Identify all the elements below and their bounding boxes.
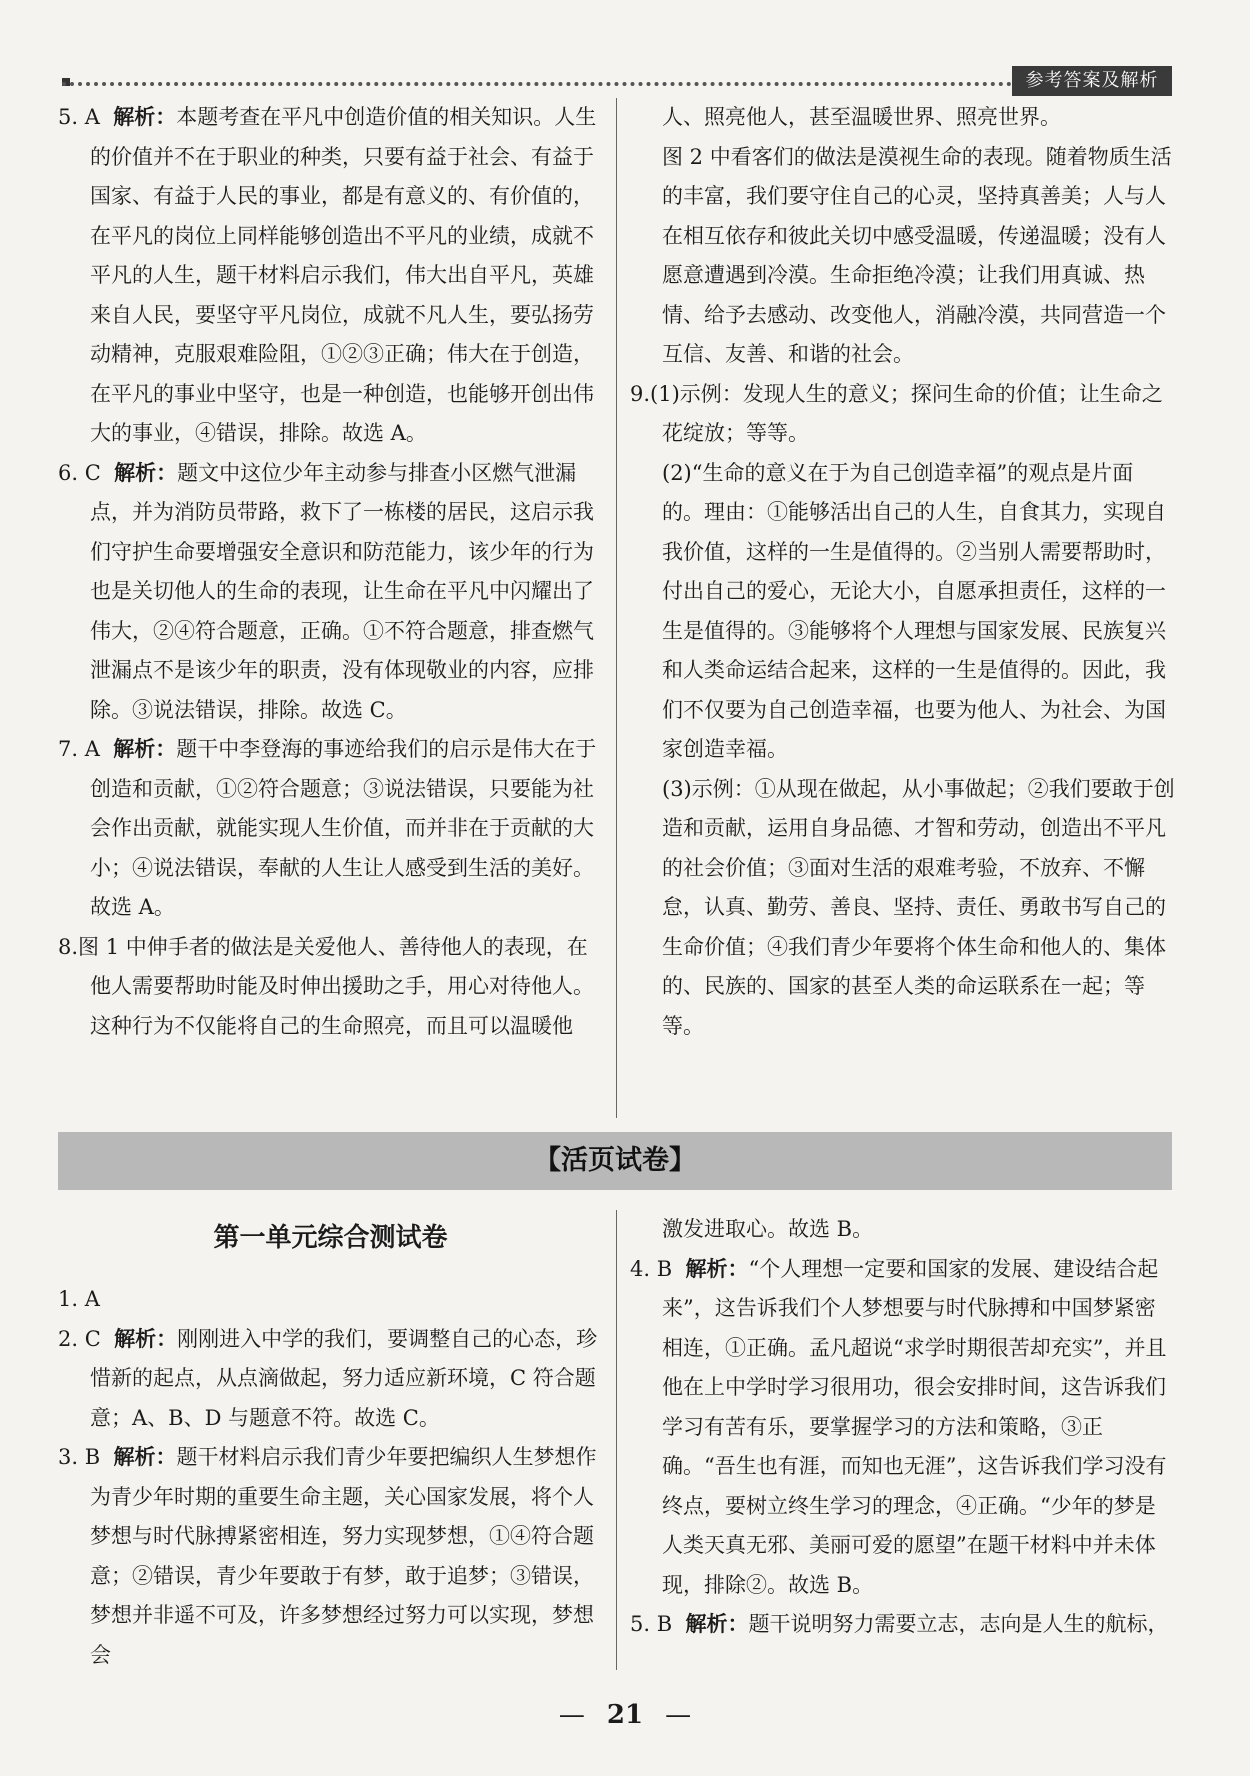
column-divider: [616, 1210, 617, 1670]
top-right-column: [630, 98, 1175, 1046]
page-number: 21: [606, 1700, 644, 1730]
page-dash-right: —: [665, 1700, 692, 1730]
bottom-left-column: [58, 1210, 603, 1675]
answer-number: 2. C: [58, 1326, 101, 1351]
answer-item: [630, 1250, 1175, 1606]
page-footer: [0, 1700, 1250, 1730]
answer-number: 9.: [630, 381, 651, 406]
answer-item: [630, 375, 1175, 454]
answer-item: [58, 928, 603, 1047]
answer-number: 7. A: [58, 737, 100, 761]
answer-number: 5. A: [58, 105, 100, 129]
section-title: 第一单元综合测试卷: [213, 1223, 448, 1253]
analysis-label: 解析：: [685, 1612, 749, 1636]
answer-item: [58, 1280, 603, 1320]
answer-text: (1)示例：发现人生的意义；探问生命的价值；让生命之花绽放；等等。: [650, 381, 1163, 445]
analysis-label: 解析：: [114, 1326, 178, 1351]
continued-text: 激发进取心。故选 B。: [662, 1217, 874, 1241]
answer-text: 题文中这位少年主动参与排查小区燃气泄漏点，并为消防员带路，救下了一栋楼的居民，这启示我们守护生命要增强安全意识和防范能力，该少年的行为也是关切他人的生命的表现，让生命在平凡中闪耀出了伟大，②④符合题意，正确。①不符合题意，排查燃气泄漏点不是该少年的职责，没有体现敬业的内容，应排除。③说法错误，排除。故选 C。: [90, 460, 594, 722]
answer-item: [58, 454, 603, 731]
page-dash-left: —: [558, 1700, 585, 1730]
answer-subpart: (2)“生命的意义在于为自己创造幸福”的观点是片面的。理由：①能够活出自己的人生，自食其力，实现自我价值，这样的一生是值得的。②当别人需要帮助时，付出自己的爱心，无论大小，自愿承担责任，这样的一生是值得的。③能够将个人理想与国家发展、民族复兴和人类命运结合起来，这样的一生是值得的。因此，我们不仅要为自己创造幸福，也要为他人、为社会、为国家创造幸福。: [662, 460, 1166, 761]
header-tag: 参考答案及解析: [1012, 66, 1172, 96]
answer-item: [58, 98, 603, 454]
analysis-label: 解析：: [113, 105, 177, 129]
top-left-column: [58, 98, 603, 1046]
answer-item: [58, 1438, 603, 1675]
section-band: [58, 1132, 1172, 1190]
header-rule: [62, 82, 1012, 86]
answer-number: 8.: [58, 934, 79, 959]
section-band-title: 【活页试卷】: [534, 1145, 696, 1176]
answer-number: 5. B: [630, 1612, 673, 1636]
continued-text: 人、照亮他人，甚至温暖世界、照亮世界。: [662, 105, 1061, 129]
answer-text: 题干材料启示我们青少年要把编织人生梦想作为青少年时期的重要生命主题，关心国家发展，将个人梦想与时代脉搏紧密相连，努力实现梦想，①④符合题意；②错误，青少年要敢于有梦，敢于追梦；③错误，梦想并非遥不可及，许多梦想经过努力可以实现，梦想会: [90, 1445, 597, 1667]
analysis-label: 解析：: [113, 737, 177, 761]
answer-text: 本题考查在平凡中创造价值的相关知识。人生的价值并不在于职业的种类，只要有益于社会、有益于国家、有益于人民的事业，都是有意义的、有价值的，在平凡的岗位上同样能够创造出不平凡的业绩，成就不平凡的人生，题干材料启示我们，伟大出自平凡，英雄来自人民，要坚守平凡岗位，成就不凡人生，要弘扬劳动精神，克服艰难险阻，①②③正确；伟大在于创造，在平凡的事业中坚守，也是一种创造，也能够开创出伟大的事业，④错误，排除。故选 A。: [90, 105, 597, 445]
answer-number: 6. C: [58, 460, 101, 485]
bottom-right-column: [630, 1210, 1175, 1645]
answer-item: [630, 1605, 1175, 1645]
analysis-label: 解析：: [113, 1445, 177, 1469]
answer-item: [58, 730, 603, 928]
answer-text: 题干说明努力需要立志，志向是人生的航标，: [748, 1612, 1169, 1636]
continued-text: 图 2 中看客们的做法是漠视生命的表现。随着物质生活的丰富，我们要守住自己的心灵，坚持真善美；人与人在相互依存和彼此关切中感受温暖，传递温暖；没有人愿意遭遇到冷漠。生命拒绝冷漠；让我们用真诚、热情、给予去感动、改变他人，消融冷漠，共同营造一个互信、友善、和谐的社会。: [662, 144, 1172, 366]
answer-text: 刚刚进入中学的我们，要调整自己的心态，珍惜新的起点，从点滴做起，努力适应新环境，C 符合题意；A、B、D 与题意不符。故选 C。: [90, 1326, 598, 1430]
answer-number: 4. B: [630, 1256, 673, 1281]
answer-text: “个人理想一定要和国家的发展、建设结合起来”，这告诉我们个人梦想要与时代脉搏和中国梦紧密相连，①正确。孟凡超说“求学时期很苦却充实”，并且他在上中学时学习很用功，很会安排时间，这告诉我们学习有苦有乐，要掌握学习的方法和策略，③正确。“吾生也有涯，而知也无涯”，这告诉我们学习没有终点，要树立终生学习的理念，④正确。“少年的梦是人类天真无邪、美丽可爱的愿望”在题干材料中并未体现，排除②。故选 B。: [662, 1256, 1167, 1597]
analysis-label: 解析：: [685, 1256, 749, 1281]
column-divider: [616, 98, 617, 1118]
answer-subpart: (3)示例：①从现在做起，从小事做起；②我们要敢于创造和贡献，运用自身品德、才智和劳动，创造出不平凡的社会价值；③面对生活的艰难考验，不放弃、不懈怠，认真、勤劳、善良、坚持、责任、勇敢书写自己的生命价值；④我们青少年要将个体生命和他人的、集体的、民族的、国家的甚至人类的命运联系在一起；等等。: [662, 776, 1175, 1038]
analysis-label: 解析：: [114, 460, 178, 485]
answer-item: [58, 1320, 603, 1439]
answer-number: 3. B: [58, 1445, 101, 1469]
answer-text: 题干中李登海的事迹给我们的启示是伟大在于创造和贡献，①②符合题意；③说法错误，只要能为社会作出贡献，就能实现人生价值，而并非在于贡献的大小；④说法错误，奉献的人生让人感受到生活的美好。故选 A。: [90, 737, 597, 919]
answer-number: 1. A: [58, 1287, 100, 1311]
answer-text: 图 1 中伸手者的做法是关爱他人、善待他人的表现，在他人需要帮助时能及时伸出援助之手，用心对待他人。这种行为不仅能将自己的生命照亮，而且可以温暖他: [78, 934, 594, 1038]
